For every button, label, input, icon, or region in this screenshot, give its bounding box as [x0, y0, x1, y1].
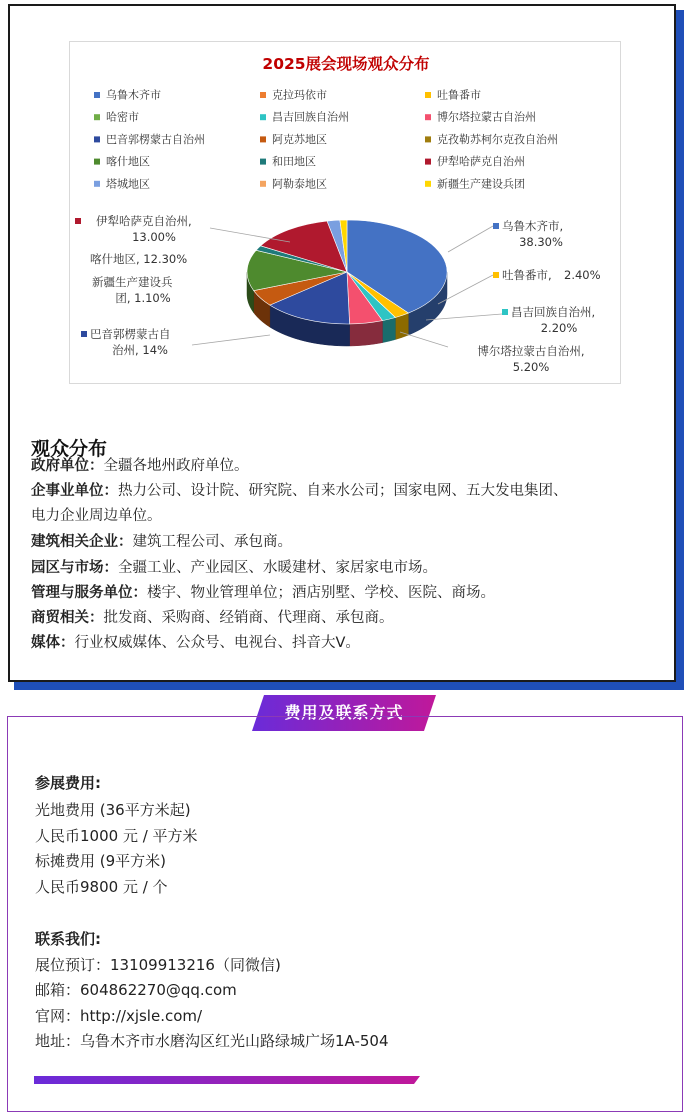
fees-heading: 参展费用:	[35, 774, 101, 792]
legend-swatch	[260, 181, 266, 187]
decor-bar	[34, 1076, 420, 1084]
audience-line-text: 行业权威媒体、公众号、电视台、抖音大V。	[74, 635, 360, 651]
legend-label: 伊犁哈萨克自治州	[437, 155, 525, 169]
legend-swatch	[425, 159, 431, 165]
legend-label: 克孜勒苏柯尔克孜自治州	[437, 132, 558, 146]
data-label: 吐鲁番市,	[502, 268, 552, 282]
legend-swatch	[94, 136, 100, 142]
data-label: 喀什地区, 12.30%	[90, 252, 188, 266]
legend-label: 克拉玛依市	[272, 88, 327, 102]
audience-line-head: 建筑相关企业：	[31, 534, 133, 550]
audience-line	[31, 454, 661, 479]
data-label-value: 5.20%	[512, 360, 550, 374]
legend-swatch	[260, 92, 266, 98]
data-label-value: 治州, 14%	[112, 343, 168, 357]
data-label-value: 2.20%	[540, 321, 578, 335]
label-marker	[81, 331, 87, 337]
fee-line: 人民币1000 元 / 平方米	[35, 827, 198, 845]
audience-title: 观众分布	[31, 438, 108, 460]
fees-contact-box	[7, 716, 683, 1112]
legend-label: 哈密市	[106, 110, 139, 124]
fee-line: 标摊费用 (9平方米)	[35, 852, 167, 870]
legend-swatch	[260, 114, 266, 120]
audience-line-text: 全疆工业、产业园区、水暖建材、家居家电市场。	[118, 560, 437, 576]
legend-label: 乌鲁木齐市	[106, 88, 161, 102]
data-label: 乌鲁木齐市,	[502, 219, 564, 233]
legend-label: 吐鲁番市	[437, 88, 481, 102]
audience-line-head: 企事业单位：	[31, 483, 118, 499]
data-label: 博尔塔拉蒙古自治州,	[477, 344, 585, 358]
pie-slice-side	[350, 321, 383, 346]
legend-swatch	[94, 181, 100, 187]
audience-card	[8, 4, 676, 682]
legend-label: 和田地区	[272, 155, 316, 169]
audience-line-text: 楼宇、物业管理单位；酒店别墅、学校、医院、商场。	[147, 585, 495, 601]
audience-line	[31, 606, 661, 631]
contact-email[interactable]: 邮箱：604862270@qq.com	[35, 981, 237, 999]
contact-address: 地址：乌鲁木齐市水磨沟区红光山路绿城广场1A-504	[35, 1032, 389, 1050]
label-leader-line	[448, 226, 493, 252]
data-label-value: 2.40%	[564, 268, 601, 282]
audience-line-text: 全疆各地州政府单位。	[103, 458, 249, 474]
audience-line-head: 政府单位：	[31, 458, 104, 474]
chart-container	[69, 41, 621, 384]
legend-label: 阿克苏地区	[272, 132, 327, 146]
data-label-value: 38.30%	[519, 235, 563, 249]
legend-swatch	[260, 136, 266, 142]
pie-slice-side	[382, 318, 395, 343]
data-label-value: 团, 1.10%	[115, 291, 171, 305]
legend-label: 昌吉回族自治州	[272, 110, 349, 124]
audience-line-text: 热力公司、设计院、研究院、自来水公司；国家电网、五大发电集团、	[118, 483, 568, 499]
legend-swatch	[425, 114, 431, 120]
legend-swatch	[260, 159, 266, 165]
fee-line: 人民币9800 元 / 个	[35, 878, 168, 896]
audience-line-head: 管理与服务单位：	[31, 585, 147, 601]
data-label: 新疆生产建设兵	[92, 275, 173, 289]
contact-heading: 联系我们:	[35, 930, 101, 948]
audience-line-head: 园区与市场：	[31, 560, 118, 576]
audience-line	[31, 504, 661, 529]
fee-banner-title: 费用及联系方式	[284, 703, 404, 722]
legend-swatch	[94, 114, 100, 120]
data-label: 伊犁哈萨克自治州,	[96, 214, 192, 228]
pie-chart	[70, 42, 622, 385]
legend-label: 博尔塔拉蒙古自治州	[437, 110, 536, 124]
legend-swatch	[425, 92, 431, 98]
legend-swatch	[94, 92, 100, 98]
legend-label: 巴音郭楞蒙古自治州	[106, 132, 205, 146]
contact-website[interactable]: 官网：http://xjsle.com/	[35, 1007, 203, 1025]
audience-line-head: 商贸相关：	[31, 610, 104, 626]
audience-line	[31, 556, 661, 581]
legend-swatch	[94, 159, 100, 165]
audience-line-text: 建筑工程公司、承包商。	[132, 534, 292, 550]
audience-line	[31, 631, 661, 656]
legend-swatch	[425, 181, 431, 187]
audience-line	[31, 530, 661, 555]
data-label-value: 13.00%	[132, 230, 176, 244]
label-marker	[493, 272, 499, 278]
chart-title: 2025展会现场观众分布	[262, 55, 430, 73]
pie-tops	[247, 220, 447, 324]
label-marker	[493, 223, 499, 229]
legend-label: 新疆生产建设兵团	[437, 177, 525, 191]
label-marker	[75, 218, 81, 224]
label-leader-line	[400, 332, 448, 347]
label-marker	[502, 309, 508, 315]
audience-line-head: 媒体：	[31, 635, 75, 651]
data-label: 巴音郭楞蒙古自	[90, 327, 171, 341]
legend-label: 阿勒泰地区	[272, 177, 327, 191]
legend-label: 喀什地区	[106, 155, 150, 169]
legend-label: 塔城地区	[106, 177, 150, 191]
data-label: 昌吉回族自治州,	[511, 305, 596, 319]
legend-swatch	[425, 136, 431, 142]
audience-line	[31, 479, 661, 504]
label-leader-line	[192, 335, 270, 345]
contact-phone: 展位预订：13109913216（同微信)	[35, 956, 281, 974]
audience-line	[31, 581, 661, 606]
fee-line: 光地费用 (36平方米起)	[35, 801, 191, 819]
audience-line-text: 电力企业周边单位。	[31, 508, 162, 524]
audience-line-text: 批发商、采购商、经销商、代理商、承包商。	[103, 610, 394, 626]
